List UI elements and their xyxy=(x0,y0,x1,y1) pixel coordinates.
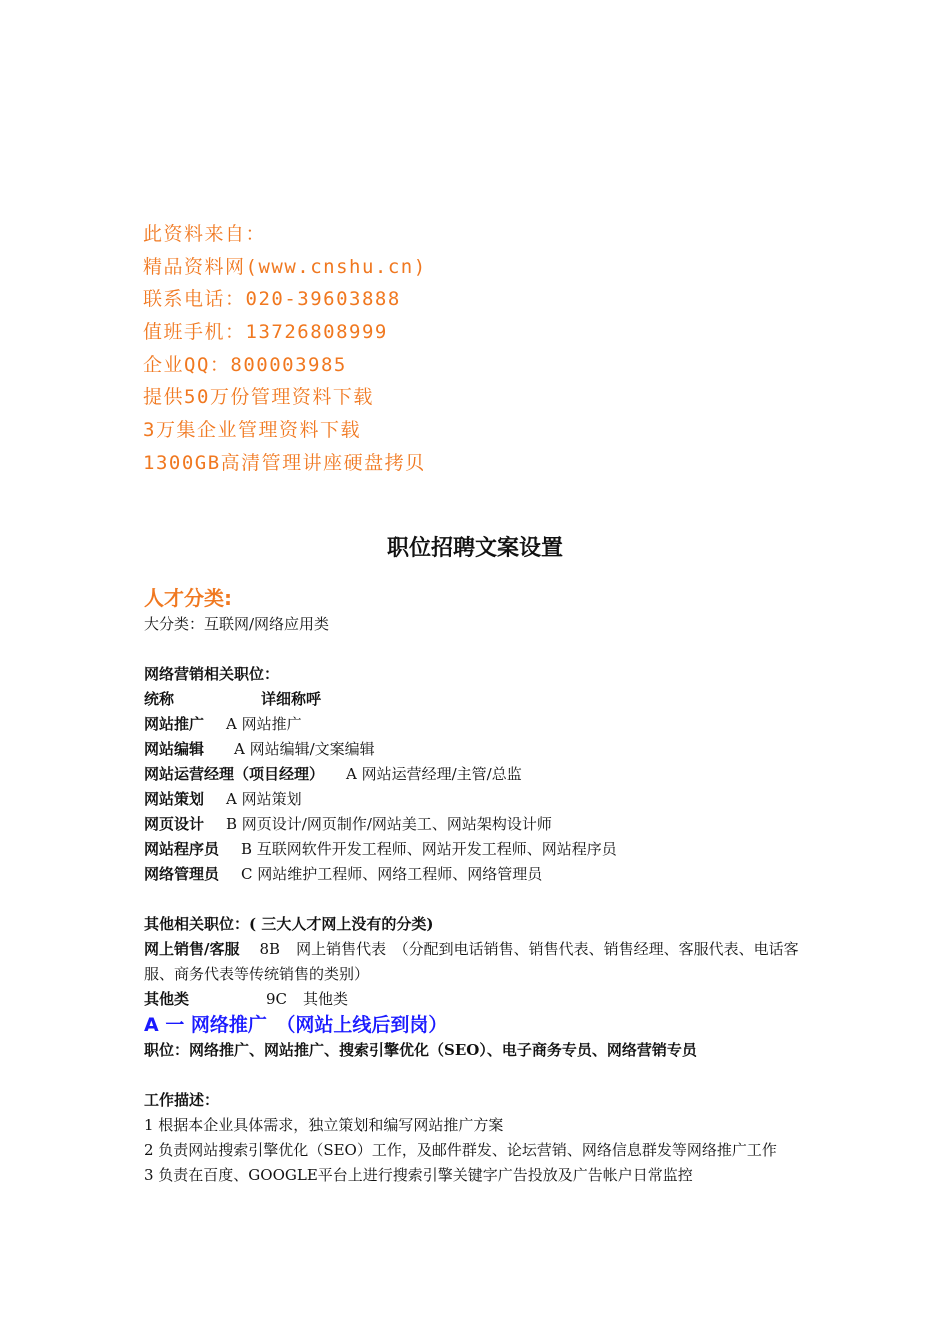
document-body xyxy=(144,584,814,1188)
other-positions-heading: 其他相关职位：( 三大人才网上没有的分类) xyxy=(144,915,434,933)
position-row xyxy=(144,712,814,737)
position-name: 网站编辑 xyxy=(144,740,205,758)
other-position-detail: 其他类 xyxy=(303,990,349,1008)
position-detail: A 网站运营经理/主管/总监 xyxy=(346,765,522,783)
other-position-code: 9C xyxy=(266,990,288,1008)
promo-line: 联系电话：020-39603888 xyxy=(143,288,401,311)
other-position-row xyxy=(144,987,814,1012)
table-header xyxy=(144,687,814,712)
spacer xyxy=(144,887,814,912)
position-name: 网站推广 xyxy=(144,715,205,733)
promo-line: 此资料来自： xyxy=(143,223,267,245)
promo-line: 值班手机：13726808999 xyxy=(143,321,388,344)
position-detail: C 网站维护工程师、网络工程师、网络管理员 xyxy=(241,865,543,883)
spacer xyxy=(144,1063,814,1088)
position-name: 网页设计 xyxy=(144,815,205,833)
other-position-name: 其他类 xyxy=(144,990,190,1008)
other-position-name: 网上销售/客服 xyxy=(144,940,240,958)
position-row xyxy=(144,862,814,887)
other-position-row xyxy=(144,937,814,987)
position-name: 网络管理员 xyxy=(144,865,220,883)
position-detail: A 网站编辑/文案编辑 xyxy=(234,740,375,758)
position-detail: B 网页设计/网页制作/网站美工、网站架构设计师 xyxy=(226,815,552,833)
position-row xyxy=(144,737,814,762)
position-detail: A 网站推广 xyxy=(226,715,302,733)
position-row xyxy=(144,762,814,787)
promo-line: 精品资料网(www.cnshu.cn) xyxy=(143,255,427,278)
position-name: 网站程序员 xyxy=(144,840,220,858)
talent-category-heading: 人才分类: xyxy=(144,586,232,610)
promo-line: 3万集企业管理资料下载 xyxy=(143,419,361,442)
section-a-heading: A 一 网络推广 （网站上线后到岗） xyxy=(144,1014,448,1036)
position-row xyxy=(144,787,814,812)
work-item: 1 根据本企业具体需求，独立策划和编写网站推广方案 xyxy=(144,1116,504,1134)
big-category-line: 大分类：互联网/网络应用类 xyxy=(144,615,330,633)
work-description-heading: 工作描述： xyxy=(144,1091,220,1109)
promo-line: 提供50万份管理资料下载 xyxy=(143,386,374,409)
position-name: 网站运营经理（项目经理） xyxy=(144,765,325,783)
table-header-col1: 统称 xyxy=(144,690,175,708)
position-detail: B 互联网软件开发工程师、网站开发工程师、网站程序员 xyxy=(241,840,617,858)
other-position-code: 8B xyxy=(259,940,281,958)
position-row xyxy=(144,837,814,862)
promo-block xyxy=(143,218,763,480)
promo-line: 1300GB高清管理讲座硬盘拷贝 xyxy=(143,451,426,474)
position-name: 网站策划 xyxy=(144,790,205,808)
promo-line: 企业QQ：800003985 xyxy=(143,353,347,376)
spacer xyxy=(144,637,814,662)
position-detail: A 网站策划 xyxy=(226,790,302,808)
work-item: 2 负责网站搜索引擎优化（SEO）工作，及邮件群发、论坛营销、网络信息群发等网络推广工作 xyxy=(144,1141,777,1159)
other-position-detail: 网上销售代表 （分配到电话销售、销售代表、销售经理、客服代表、电话客服、商务代表等传统销售的类别） xyxy=(144,940,799,983)
marketing-positions-heading: 网络营销相关职位： xyxy=(144,665,280,683)
section-a-positions: 职位：网络推广、网站推广、搜索引擎优化（SEO）、电子商务专员、网络营销专员 xyxy=(144,1041,697,1059)
work-item: 3 负责在百度、GOOGLE平台上进行搜索引擎关键字广告投放及广告帐户日常监控 xyxy=(144,1166,693,1184)
document-title: 职位招聘文案设置 xyxy=(386,535,563,561)
position-row xyxy=(144,812,814,837)
table-header-col2: 详细称呼 xyxy=(261,690,322,708)
